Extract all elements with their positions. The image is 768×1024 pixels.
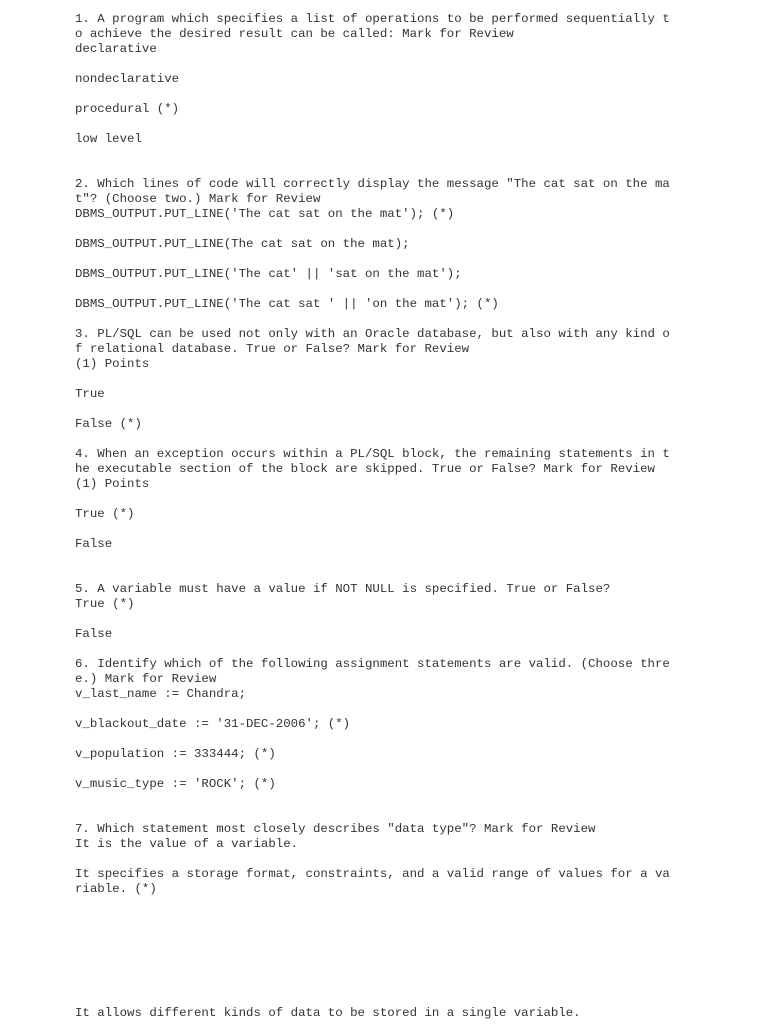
answer-option: DBMS_OUTPUT.PUT_LINE(The cat sat on the mat); — [75, 237, 410, 251]
answer-option: v_last_name := Chandra; — [75, 687, 247, 701]
answer-option: It is the value of a variable. — [75, 837, 299, 851]
answer-option: DBMS_OUTPUT.PUT_LINE('The cat sat ' || 'on the mat'); (*) — [75, 297, 499, 311]
answer-option: nondeclarative — [75, 72, 180, 86]
answer-option: True — [75, 387, 105, 401]
answer-option: v_music_type := 'ROCK'; (*) — [75, 777, 276, 791]
answer-option: declarative — [75, 42, 157, 56]
points-label: (1) Points — [75, 357, 150, 371]
question-text: he executable section of the block are skipped. True or False? Mark for Review — [75, 462, 655, 476]
question-text: o achieve the desired result can be called: Mark for Review — [75, 27, 514, 41]
answer-option: False — [75, 537, 113, 551]
points-label: (1) Points — [75, 477, 150, 491]
question-text: 6. Identify which of the following assignment statements are valid. (Choose thre — [75, 657, 670, 671]
question-text: 3. PL/SQL can be used not only with an Oracle database, but also with any kind o — [75, 327, 670, 341]
answer-option: It allows different kinds of data to be stored in a single variable. — [75, 1006, 581, 1020]
question-1 — [75, 12, 695, 177]
question-text: 2. Which lines of code will correctly display the message "The cat sat on the ma — [75, 177, 670, 191]
question-text: 5. A variable must have a value if NOT NULL is specified. True or False? — [75, 582, 611, 596]
question-text: f relational database. True or False? Mark for Review — [75, 342, 470, 356]
document-page — [75, 12, 695, 897]
question-5 — [75, 582, 695, 657]
question-text: 1. A program which specifies a list of operations to be performed sequentially t — [75, 12, 670, 26]
answer-option: procedural (*) — [75, 102, 180, 116]
question-4 — [75, 447, 695, 582]
answer-option: low level — [75, 132, 142, 146]
answer-option: True (*) — [75, 507, 135, 521]
answer-option: riable. (*) — [75, 882, 157, 896]
question-text: 4. When an exception occurs within a PL/SQL block, the remaining statements in t — [75, 447, 670, 461]
question-text: 7. Which statement most closely describes "data type"? Mark for Review — [75, 822, 596, 836]
question-text: e.) Mark for Review — [75, 672, 217, 686]
answer-option: False (*) — [75, 417, 142, 431]
question-3 — [75, 327, 695, 447]
answer-option: True (*) — [75, 597, 135, 611]
answer-option: DBMS_OUTPUT.PUT_LINE('The cat' || 'sat on the mat'); — [75, 267, 462, 281]
question-6 — [75, 657, 695, 822]
answer-option: v_population := 333444; (*) — [75, 747, 276, 761]
answer-option: It specifies a storage format, constraints, and a valid range of values for a va — [75, 867, 670, 881]
answer-option: DBMS_OUTPUT.PUT_LINE('The cat sat on the mat'); (*) — [75, 207, 455, 221]
question-2 — [75, 177, 695, 327]
question-text: t"? (Choose two.) Mark for Review — [75, 192, 321, 206]
answer-option: v_blackout_date := '31-DEC-2006'; (*) — [75, 717, 351, 731]
answer-option: False — [75, 627, 113, 641]
question-7 — [75, 822, 695, 897]
